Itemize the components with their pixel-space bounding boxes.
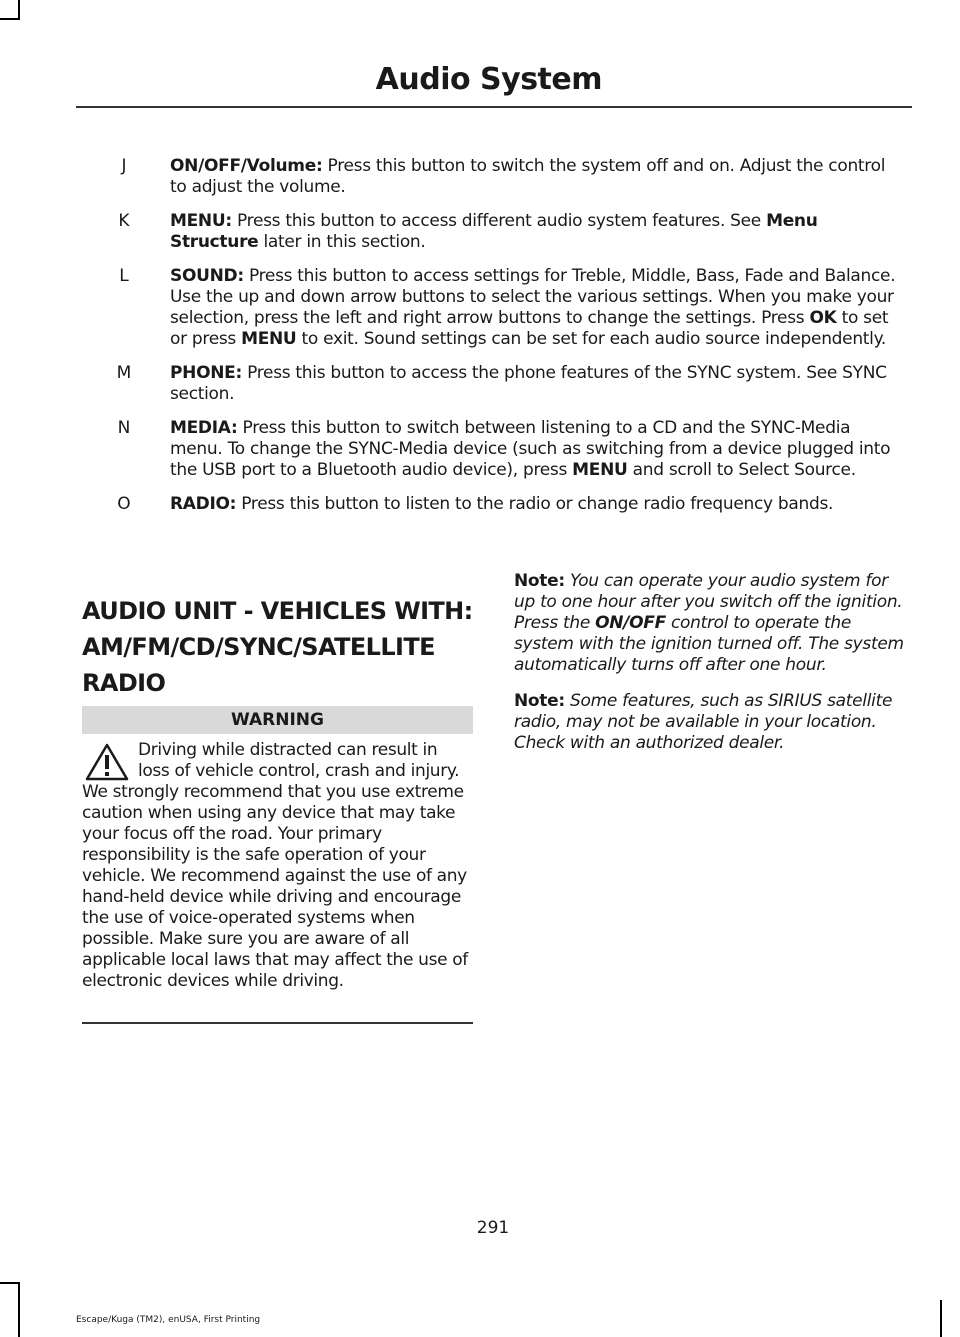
- list-item: [78, 418, 902, 481]
- item-reference: Menu Structure: [170, 211, 818, 252]
- crop-mark: [0, 1282, 20, 1284]
- item-letter: J: [121, 156, 127, 176]
- crop-mark: [0, 18, 20, 20]
- note-text: Some features, such as SIRIUS satellite radio, may not be available in your location. Check with an authorized dealer.: [514, 691, 893, 753]
- crop-mark: [940, 1300, 942, 1337]
- list-item: [78, 266, 902, 350]
- item-term: PHONE:: [170, 363, 242, 383]
- section-heading-line: AM/FM/CD/SYNC/SATELLITE: [82, 633, 435, 661]
- item-letter: N: [117, 418, 131, 438]
- header-divider: [76, 106, 912, 108]
- item-description: Press this button to access different audio system features. See: [231, 211, 767, 231]
- item-text: [170, 266, 902, 350]
- page-title: Audio System: [375, 62, 602, 97]
- warning-box: [82, 740, 473, 992]
- item-reference: OK: [809, 308, 837, 328]
- item-term: ON/OFF/Volume:: [170, 156, 323, 176]
- item-letter: M: [116, 363, 132, 383]
- item-description: Press this button to access settings for Treble, Middle, Bass, Fade and Balance. Use the up and down arrow buttons to select the various settings. When you make your selection, press the left and right arrow buttons to change the settings. Press: [170, 266, 896, 328]
- crop-mark: [18, 0, 20, 20]
- list-item: [78, 363, 902, 405]
- section-heading-line: AUDIO UNIT - VEHICLES WITH:: [82, 597, 473, 625]
- item-letter: O: [117, 494, 131, 514]
- control-list: [78, 156, 902, 528]
- item-description: to set or press: [170, 308, 889, 349]
- item-term: RADIO:: [170, 494, 237, 514]
- note-label: Note:: [514, 571, 565, 591]
- warning-text: Driving while distracted can result in loss of vehicle control, crash and injury. We strongly recommend that you use extreme caution when using any device that may take your focus off the road. Your primary responsibility is the safe operation of your vehicle. We recommend against the use of any hand-held device while driving and encourage the use of voice-operated systems when possible. Make sure you are aware of all applicable local laws that may affect the use of electronic devices while driving.: [82, 740, 468, 991]
- item-text: [170, 418, 902, 481]
- note-paragraph: [514, 691, 906, 754]
- warning-divider: [82, 1022, 473, 1024]
- section-heading: [82, 593, 482, 701]
- note-text: You can operate your audio system for up to one hour after you switch off the ignition. Press the: [514, 571, 903, 633]
- item-term: SOUND:: [170, 266, 244, 286]
- item-description: Press this button to switch between listening to a CD and the SYNC-Media menu. To change the SYNC-Media device (such as switching from a device plugged into the USB port to a Bluetooth audio device), press: [170, 418, 891, 480]
- item-text: [170, 156, 902, 198]
- item-reference: MENU: [241, 329, 297, 349]
- item-description: later in this section.: [258, 232, 426, 252]
- list-item: [78, 494, 902, 515]
- item-letter: K: [118, 211, 130, 231]
- notes-column: [514, 571, 906, 769]
- note-emphasis: ON/OFF: [595, 613, 666, 633]
- footer-text: Escape/Kuga (TM2), enUSA, First Printing: [76, 1315, 261, 1325]
- crop-mark: [18, 1282, 20, 1337]
- item-text: [170, 211, 902, 253]
- item-term: MEDIA:: [170, 418, 238, 438]
- item-reference: MENU: [572, 460, 628, 480]
- item-description: to exit. Sound settings can be set for each audio source independently.: [296, 329, 887, 349]
- list-item: [78, 211, 902, 253]
- item-letter: L: [119, 266, 129, 286]
- warning-label: WARNING: [82, 706, 473, 734]
- section-heading-line: RADIO: [82, 669, 166, 697]
- note-label: Note:: [514, 691, 565, 711]
- item-description: Press this button to listen to the radio or change radio frequency bands.: [236, 494, 834, 514]
- page-number: 291: [476, 1218, 510, 1238]
- note-paragraph: [514, 571, 906, 676]
- list-item: [78, 156, 902, 198]
- note-text: control to operate the system with the ignition turned off. The system automatically turns off after one hour.: [514, 613, 904, 675]
- item-text: [170, 363, 902, 405]
- item-term: MENU:: [170, 211, 232, 231]
- warning-triangle-icon: [84, 742, 130, 782]
- item-description: Press this button to switch the system off and on. Adjust the control to adjust the volume.: [170, 156, 886, 197]
- item-description: Press this button to access the phone features of the SYNC system. See SYNC section.: [170, 363, 887, 404]
- item-description: and scroll to Select Source.: [627, 460, 856, 480]
- item-text: [170, 494, 833, 515]
